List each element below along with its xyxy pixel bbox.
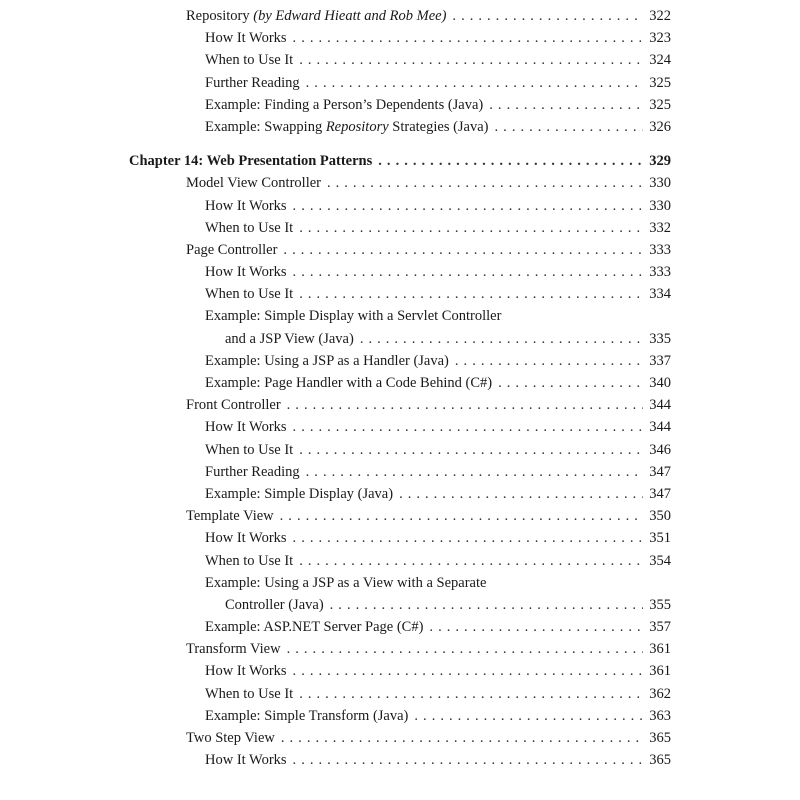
- toc-entry-title-text: How It Works: [205, 197, 287, 214]
- toc-entry-title-text: Example: Page Handler with a Code Behind (C#): [205, 375, 493, 392]
- toc-entry-title-text: Example: Swapping: [205, 118, 326, 135]
- toc-subsection-entry: [0, 195, 800, 217]
- toc-entry-title: [205, 350, 449, 372]
- toc-page-number: 334: [649, 286, 671, 303]
- toc-page-number: 354: [649, 552, 671, 569]
- toc-entry-title-text: and a JSP View (Java): [225, 330, 354, 347]
- toc-entry-title-text: Repository: [186, 8, 254, 24]
- toc-entry-title-text: Example: ASP.NET Server Page (C#): [205, 619, 424, 636]
- dot-leader: [306, 72, 644, 94]
- dot-leader: [293, 527, 644, 549]
- toc-entry-title: [205, 660, 287, 682]
- toc-page-number: 337: [649, 352, 671, 369]
- toc-entry-title: [205, 616, 423, 638]
- toc-chapter-entry: [0, 150, 800, 172]
- toc-page-number: 332: [649, 219, 671, 236]
- toc-entry-title-text: When to Use It: [205, 219, 294, 236]
- toc-subsection-entry: [0, 261, 800, 283]
- dot-leader: [299, 217, 643, 239]
- toc-entry-title: [186, 505, 274, 527]
- toc-page-number: 326: [649, 118, 671, 135]
- toc-page-number: 346: [649, 441, 671, 458]
- toc-entry-title: [205, 372, 492, 394]
- toc-page-number: 344: [649, 397, 671, 414]
- toc-subsection-entry: [0, 660, 800, 682]
- dot-leader: [293, 27, 644, 49]
- toc-entry-title-text: Example: Using a JSP as a Handler (Java): [205, 352, 449, 369]
- toc-entry-title-text: Further Reading: [205, 74, 300, 91]
- toc-subsection-entry: [0, 705, 800, 727]
- toc-page-number: 365: [649, 752, 671, 769]
- toc-page-number: 330: [649, 197, 671, 214]
- dot-leader: [287, 394, 644, 416]
- toc-entry-title-text: Further Reading: [205, 463, 300, 480]
- toc-entry-title: [205, 261, 287, 283]
- toc-subsection-entry: [0, 27, 800, 49]
- toc-entry-title: [205, 116, 489, 138]
- toc-page-number: 361: [649, 663, 671, 680]
- toc-section-entry: [0, 172, 800, 194]
- toc-subsection-entry: [0, 416, 800, 438]
- toc-page-number: 344: [649, 419, 671, 436]
- dot-leader: [293, 195, 644, 217]
- toc-page-number: 350: [649, 508, 671, 525]
- toc-page-number: 340: [649, 375, 671, 392]
- dot-leader: [495, 116, 644, 138]
- dot-leader: [299, 683, 643, 705]
- toc-page-number: 355: [649, 596, 671, 613]
- toc-entry-title-text: How It Works: [205, 264, 287, 281]
- dot-leader: [299, 49, 643, 71]
- toc-entry-title: [129, 150, 372, 172]
- toc-page-number: 351: [649, 530, 671, 547]
- toc-entry-title: [205, 550, 293, 572]
- toc-entry-title-text: When to Use It: [205, 441, 294, 458]
- toc-entry-title-text: When to Use It: [205, 52, 294, 69]
- toc-entry-title: [205, 483, 393, 505]
- toc-entry-title-italic: Repository: [325, 118, 389, 135]
- toc-entry-title: [186, 172, 321, 194]
- toc-entry-title: [225, 594, 324, 616]
- dot-leader: [498, 372, 643, 394]
- toc-entry-title: [205, 217, 293, 239]
- toc-entry-title: [205, 72, 300, 94]
- dot-leader: [293, 416, 644, 438]
- toc-entry-title-text: Chapter 14: Web Presentation Patterns: [129, 153, 373, 170]
- toc-subsection-entry: [0, 116, 800, 138]
- toc-entry-title: [205, 94, 483, 116]
- toc-subsection-entry: [0, 483, 800, 505]
- toc-subsection-entry: [0, 305, 800, 349]
- toc-subsection-entry: [0, 217, 800, 239]
- dot-leader: [378, 150, 643, 172]
- toc-page-number: 329: [649, 153, 671, 170]
- toc-subsection-entry: [0, 439, 800, 461]
- toc-entry-title: [186, 239, 277, 261]
- toc-page-number: 325: [649, 74, 671, 91]
- toc-page-number: 325: [649, 96, 671, 113]
- toc-section-entry: [0, 505, 800, 527]
- toc-entry-title: [186, 727, 275, 749]
- toc-entry-title-text: Page Controller: [186, 241, 278, 258]
- toc-entry-title: [205, 461, 300, 483]
- toc-entry-title-text: How It Works: [205, 30, 287, 47]
- toc-subsection-entry: [0, 49, 800, 71]
- toc-entry-title: [205, 527, 287, 549]
- toc-subsection-entry: [0, 550, 800, 572]
- toc-entry-title: [205, 49, 293, 71]
- dot-leader: [429, 616, 643, 638]
- toc-entry-title-text: When to Use It: [205, 552, 294, 569]
- toc-subsection-entry: [0, 372, 800, 394]
- dot-leader: [360, 328, 643, 350]
- toc-page-number: 333: [649, 264, 671, 281]
- toc-section-entry: [0, 394, 800, 416]
- toc-entry-title-text: Example: Simple Transform (Java): [205, 707, 409, 724]
- toc-page-number: 333: [649, 241, 671, 258]
- toc-entry-title: [205, 683, 293, 705]
- dot-leader: [399, 483, 643, 505]
- toc-entry-title-text: When to Use It: [205, 286, 294, 303]
- dot-leader: [306, 461, 644, 483]
- dot-leader: [299, 439, 643, 461]
- toc-entry-title-text: When to Use It: [205, 685, 294, 702]
- toc-entry-title: [205, 749, 287, 771]
- toc-subsection-entry: [0, 350, 800, 372]
- dot-leader: [455, 350, 643, 372]
- toc-entry-title-text: Controller (Java): [225, 596, 324, 613]
- toc-subsection-entry: [0, 527, 800, 549]
- dot-leader: [281, 727, 643, 749]
- toc-page-number: 347: [649, 485, 671, 502]
- toc-page-number: 347: [649, 463, 671, 480]
- dot-leader: [293, 261, 644, 283]
- toc-entry-title-text: How It Works: [205, 663, 287, 680]
- toc-subsection-entry: [0, 749, 800, 771]
- toc-section-entry: [0, 638, 800, 660]
- dot-leader: [299, 550, 643, 572]
- toc-entry-title-text: Example: Finding a Person’s Dependents (Java): [205, 96, 484, 113]
- table-of-contents: [0, 5, 800, 771]
- toc-page-number: 330: [649, 175, 671, 192]
- toc-entry-title-text: Front Controller: [186, 397, 281, 414]
- toc-entry-title: [186, 638, 281, 660]
- toc-entry-title-text: Transform View: [186, 641, 281, 658]
- toc-entry-title-text: Model View Controller: [186, 175, 321, 192]
- toc-page-number: 361: [649, 641, 671, 658]
- dot-leader: [299, 283, 643, 305]
- toc-entry-title: Example: Using a JSP as a View with a Separate: [205, 574, 487, 591]
- toc-entry-title-text: Template View: [186, 508, 274, 525]
- toc-page-number: 324: [649, 52, 671, 69]
- dot-leader: [330, 594, 644, 616]
- toc-subsection-entry: [0, 461, 800, 483]
- toc-subsection-entry: [0, 72, 800, 94]
- toc-entry-title: [186, 394, 281, 416]
- dot-leader: [287, 638, 644, 660]
- dot-leader: [280, 505, 644, 527]
- toc-entry-title: [205, 27, 287, 49]
- toc-entry-title: [205, 416, 287, 438]
- toc-page-number: 363: [649, 707, 671, 724]
- toc-entry-title-text: Strategies (Java): [388, 118, 489, 135]
- toc-page-number: 357: [649, 619, 671, 636]
- toc-entry-title-text: Example: Simple Display (Java): [205, 485, 394, 502]
- dot-leader: [489, 94, 643, 116]
- toc-entry-title: [225, 328, 354, 350]
- toc-subsection-entry: [0, 572, 800, 616]
- dot-leader: [293, 749, 644, 771]
- toc-entry-title: Example: Simple Display with a Servlet Controller: [205, 308, 502, 325]
- toc-page-number: 323: [649, 30, 671, 47]
- toc-subsection-entry: [0, 616, 800, 638]
- toc-subsection-entry: [0, 683, 800, 705]
- toc-entry-title-text: How It Works: [205, 752, 287, 769]
- toc-section-entry: [0, 239, 800, 261]
- toc-entry-title-text: How It Works: [205, 419, 287, 436]
- toc-section-entry: [0, 5, 800, 27]
- toc-subsection-entry: [0, 94, 800, 116]
- toc-entry-title: [186, 5, 446, 27]
- toc-entry-title: [205, 195, 287, 217]
- dot-leader: [327, 172, 643, 194]
- toc-entry-title-italic: (by Edward Hieatt and Rob Mee): [253, 8, 447, 24]
- toc-page-number: 335: [649, 330, 671, 347]
- toc-section-entry: [0, 727, 800, 749]
- toc-subsection-entry: [0, 283, 800, 305]
- toc-entry-title: [205, 705, 408, 727]
- dot-leader: [452, 5, 643, 27]
- toc-page-number: 362: [649, 685, 671, 702]
- toc-entry-title: [205, 439, 293, 461]
- toc-page-number: 365: [649, 730, 671, 747]
- toc-entry-title: [205, 283, 293, 305]
- toc-entry-title-text: How It Works: [205, 530, 287, 547]
- toc-entry-title-text: Two Step View: [186, 730, 275, 747]
- dot-leader: [414, 705, 643, 727]
- dot-leader: [283, 239, 643, 261]
- dot-leader: [293, 660, 644, 682]
- toc-page-number: 322: [649, 8, 671, 24]
